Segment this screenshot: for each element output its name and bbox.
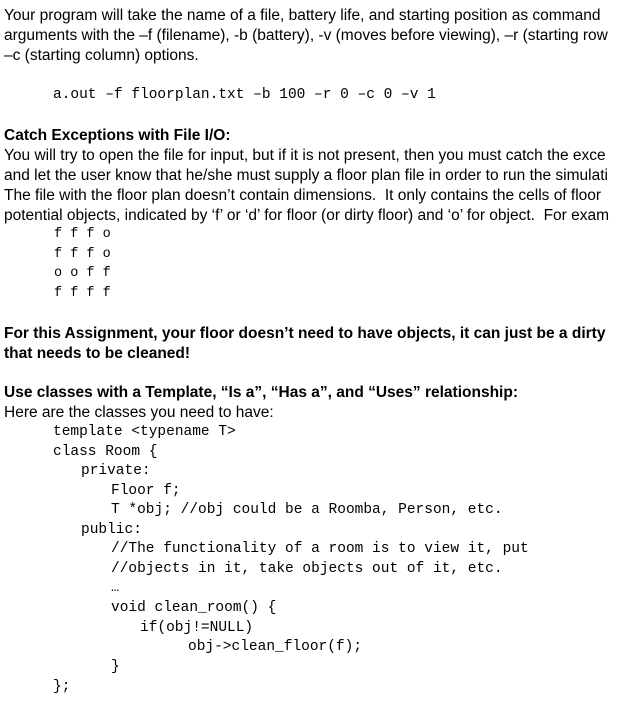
- code-line-13: }: [111, 659, 120, 675]
- command-example: a.out –f floorplan.txt –b 100 –r 0 –c 0 –v 1: [53, 87, 436, 103]
- code-line-2: class Room {: [53, 444, 158, 460]
- code-line-12: obj->clean_floor(f);: [188, 639, 363, 655]
- intro-line-2: arguments with the –f (filename), -b (battery), -v (moves before viewing), –r (starting row: [4, 27, 608, 44]
- code-line-10: void clean_room() {: [111, 600, 277, 616]
- assignment-note-line-1: For this Assignment, your floor doesn’t need to have objects, it can just be a dirty: [4, 325, 606, 342]
- intro-line-1: Your program will take the name of a file, battery life, and starting position as command: [4, 7, 601, 24]
- assignment-note-line-2: that needs to be cleaned!: [4, 345, 191, 362]
- code-line-1: template <typename T>: [53, 424, 236, 440]
- code-line-14: };: [53, 679, 71, 695]
- code-line-11: if(obj!=NULL): [140, 620, 254, 636]
- classes-heading: Use classes with a Template, “Is a”, “Has a”, and “Uses” relationship:: [4, 384, 518, 401]
- exceptions-line-1: You will try to open the file for input, but if it is not present, then you must catch the exce: [4, 147, 606, 164]
- exceptions-line-4: potential objects, indicated by ‘f’ or ‘d’ for floor (or dirty floor) and ‘o’ for object. For exam: [4, 207, 610, 224]
- classes-intro: Here are the classes you need to have:: [4, 404, 274, 421]
- exceptions-heading: Catch Exceptions with File I/O:: [4, 127, 231, 144]
- floor-grid-row-3: o o f f: [54, 266, 111, 281]
- code-line-8: //objects in it, take objects out of it, etc.: [111, 561, 503, 577]
- intro-line-3: –c (starting column) options.: [4, 47, 199, 64]
- exceptions-line-2: and let the user know that he/she must supply a floor plan file in order to run the simulati: [4, 167, 608, 184]
- code-line-3: private:: [81, 463, 151, 479]
- code-line-7: //The functionality of a room is to view it, put: [111, 541, 529, 557]
- floor-grid-row-2: f f f o: [54, 247, 111, 262]
- code-line-4: Floor f;: [111, 483, 181, 499]
- code-line-6: public:: [81, 522, 142, 538]
- floor-grid-row-1: f f f o: [54, 227, 111, 242]
- code-line-9: …: [111, 581, 120, 596]
- exceptions-line-3: The file with the floor plan doesn’t contain dimensions. It only contains the cells of floor: [4, 187, 602, 204]
- code-line-5: T *obj; //obj could be a Roomba, Person, etc.: [111, 502, 503, 518]
- floor-grid-row-4: f f f f: [54, 286, 111, 301]
